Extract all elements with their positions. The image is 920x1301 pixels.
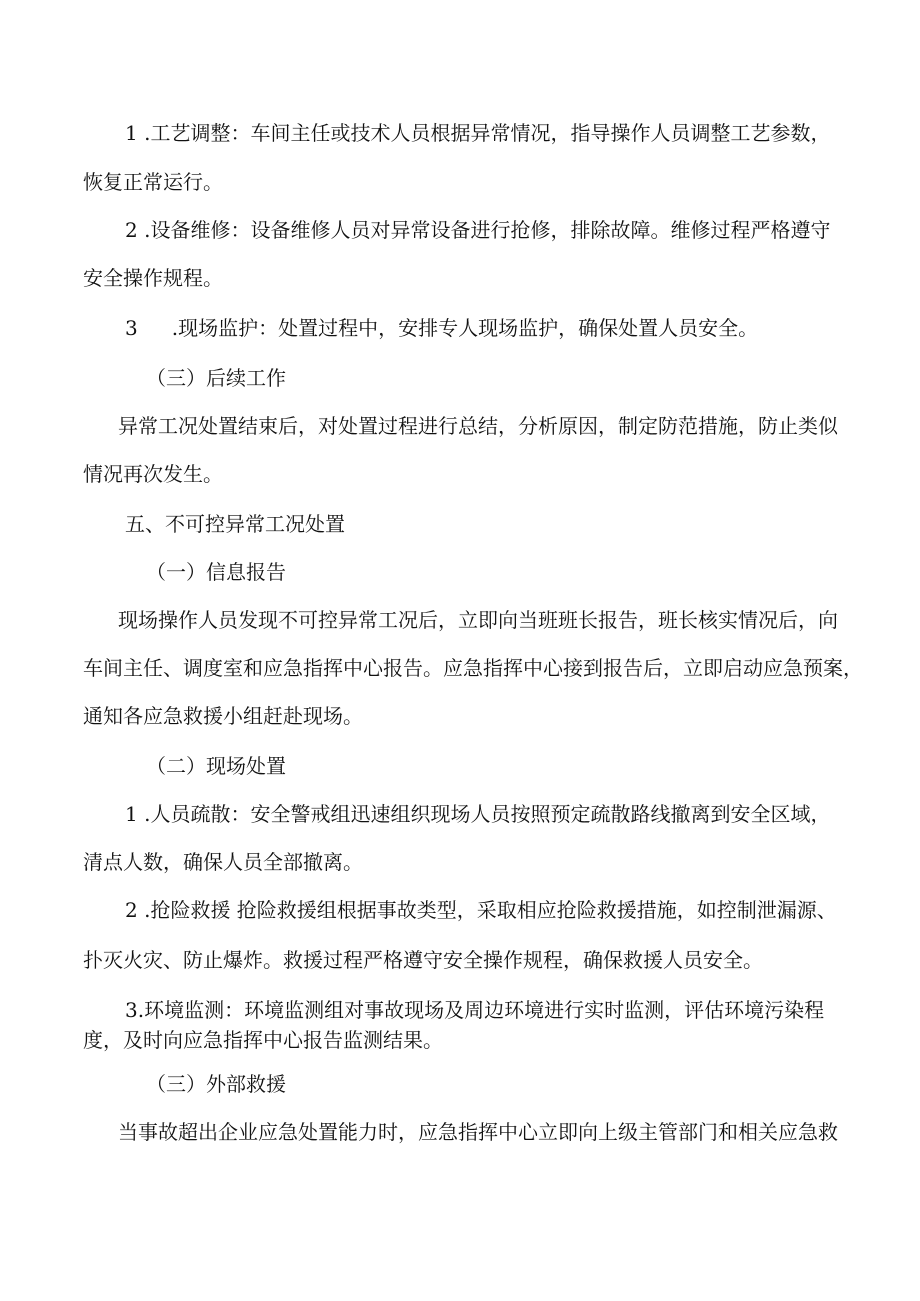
paragraph-line: 情况再次发生。 [83,462,223,486]
subsection-heading: （一）信息报告 [146,560,286,584]
list-item-text: .现场监护：处置过程中，安排专人现场监护，确保处置人员安全。 [171,316,759,340]
paragraph-line: 3.环境监测：环境监测组对事故现场及周边环境进行实时监测，评估环境污染程 [125,998,825,1022]
paragraph-line [125,314,920,342]
paragraph-line: 度，及时向应急指挥中心报告监测结果。 [83,1028,443,1052]
paragraph-line: 恢复正常运行。 [83,170,223,194]
paragraph-line: 2 .设备维修：设备维修人员对异常设备进行抢修，排除故障。维修过程严格遵守 [125,218,831,242]
paragraph-line: 异常工况处置结束后，对处置过程进行总结，分析原因，制定防范措施，防止类似 [118,414,838,438]
paragraph-line: 扑灭火灾、防止爆炸。救援过程严格遵守安全操作规程，确保救援人员安全。 [83,948,763,972]
paragraph-line: 2 .抢险救援 抢险救援组根据事故类型，采取相应抢险救援措施，如控制泄漏源、 [125,898,837,922]
list-number: 3 [125,316,138,340]
section-heading: 五、不可控异常工况处置 [125,512,345,536]
paragraph-line: 通知各应急救援小组赶赴现场。 [83,704,363,728]
paragraph-line: 1 .人员疏散：安全警戒组迅速组织现场人员按照预定疏散路线撤离到安全区域， [125,802,831,826]
paragraph-line: 安全操作规程。 [83,266,223,290]
paragraph-line: 当事故超出企业应急处置能力时，应急指挥中心立即向上级主管部门和相关应急救 [118,1120,838,1144]
subsection-heading: （二）现场处置 [146,754,286,778]
subsection-heading: （三）后续工作 [146,366,286,390]
subsection-heading: （三）外部救援 [146,1072,286,1096]
paragraph-line: 车间主任、调度室和应急指挥中心报告。应急指挥中心接到报告后，立即启动应急预案， [83,656,863,680]
paragraph-line: 现场操作人员发现不可控异常工况后，立即向当班班长报告，班长核实情况后，向 [118,608,838,632]
paragraph-line: 1 .工艺调整：车间主任或技术人员根据异常情况，指导操作人员调整工艺参数， [125,121,831,145]
paragraph-line: 清点人数，确保人员全部撤离。 [83,850,363,874]
